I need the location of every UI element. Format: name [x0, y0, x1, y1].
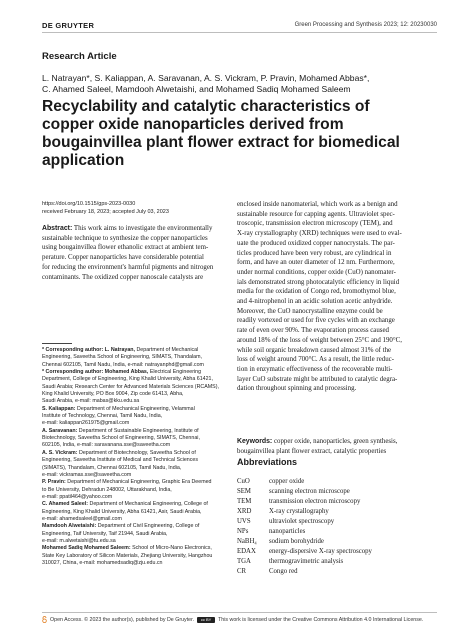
abstract-line: using bougainvillea flower ethanolic extract at ambient tem- [42, 244, 209, 252]
abstract-line: sustainable resource for capping agents. Ultraviolet spec- [237, 210, 395, 218]
footnote-text: Department of Mechanical Engineering, Graphic Era Deemed [65, 479, 212, 486]
abstract-line: ticles produced have been very robust, are cylindrical in [237, 249, 392, 257]
footnote-text: 602105, India, e-mail: saravanana.sse@saveetha.com [42, 442, 171, 449]
article-title [42, 98, 437, 170]
author-line: L. Natrayan*, S. Kaliappan, A. Saravanan, A. S. Vickram, P. Pravin, Mohamed Abbas*, [42, 73, 370, 83]
abbreviation-term: CuO [237, 478, 250, 485]
abbreviations-heading: Abbreviations [237, 457, 298, 467]
footnote-author: * Corresponding author: L. Natrayan, [42, 347, 135, 353]
abbreviation-row [237, 507, 372, 517]
abbreviation-definition: scanning electron microscope [269, 488, 350, 495]
abstract-line: enclosed inside nanomaterial, which work as a benign and [237, 201, 398, 208]
abbreviation-row [237, 487, 372, 497]
abstract-line: layer CuO substrate might be attributed to catalytic degra- [237, 375, 398, 383]
footnote-text: King Khalid University, PO Box 9004, Zip code 61413, Abha, [42, 391, 184, 398]
abstract-left [42, 224, 234, 282]
footnote-text: Engineering, Saveetha Institute of Medical and Technical Sciences [42, 457, 198, 464]
abstract-line: readily vortexed or used for five cycles with an exchange [237, 317, 395, 325]
abstract-line: X-ray crystallography (XRD) techniques were used to eval- [237, 230, 402, 238]
footnote-text: Department, College of Engineering, King Khalid University, Abha 61421, [42, 376, 213, 383]
abstract-line: perature. Copper nanoparticles have considerable potential [42, 254, 204, 262]
abstract-right [237, 200, 437, 394]
footnote-author: A. Saravanan: [42, 427, 78, 434]
footnote-text: e-mail: m.alwetaishi@tu.edu.sa [42, 537, 116, 544]
footnote-text: Saudi Arabia; Research Center for Advanced Materials Sciences (RCAMS), [42, 383, 219, 390]
abstract-line: form, and have an outer diameter of 12 nm. Furthermore, [237, 259, 395, 267]
cc-by-badge[interactable]: cc BY [197, 617, 215, 623]
received-accepted-dates: received February 18, 2023; accepted July 03, 2023 [42, 209, 169, 216]
abstract-line: sustainable technique to synthesize the copper nanoparticles [42, 234, 208, 242]
footnote-text: Department of Sustainable Engineering, Institute of [77, 427, 199, 434]
abbreviation-definition: energy-dispersive X-ray spectroscopy [269, 548, 372, 555]
abbreviation-row [237, 557, 372, 567]
footnote-text: Engineering, Saveetha School of Engineering, SIMATS, Thandalam, [42, 354, 202, 361]
keywords-line: copper oxide, nanoparticles, green synthesis, [272, 438, 398, 445]
abstract-line: troscopic, transmission electron microscopy (TEM), and [237, 220, 393, 228]
footnote-entry [42, 545, 234, 567]
footnote-entry [42, 369, 234, 406]
footnote-text: 310027, China, e-mail: mohamedsadiq@zju.edu.cn [42, 559, 163, 566]
abbreviation-term: XRD [237, 508, 252, 515]
title-line: Recyclability and catalytic characteristics of [42, 98, 370, 115]
footer-rule [42, 612, 437, 613]
abbreviation-term: UVS [237, 518, 251, 525]
footnote-text: e-mail: ahamedsaleel@gmail.com [42, 515, 122, 522]
abbreviation-definition: thermogravimetric analysis [269, 558, 344, 565]
abstract-line: uate the produced oxidized copper nanocrystals. The par- [237, 239, 395, 247]
author-line: C. Ahamed Saleel, Mamdooh Alwetaishi, and Mohamed Sadiq Mohamed Saleem [42, 84, 351, 94]
abbreviation-definition: X-ray crystallography [269, 508, 329, 515]
footnote-text: Chennai 602105, Tamil Nadu, India, e-mail: natrayanphd@gmail.com [42, 361, 204, 368]
abstract-line: for reducing the environment's harmful pigments and nitrogen [42, 263, 214, 271]
footnote-text: Department of Civil Engineering, College of [96, 523, 200, 530]
footnote-author: C. Ahamed Saleel: [42, 501, 89, 508]
title-line: bougainvillea plant flower extract for biomedical [42, 134, 400, 151]
title-line: application [42, 152, 125, 169]
footnote-author: P. Pravin: [42, 479, 66, 486]
footnote-text: Department of Mechanical Engineering, College of [88, 501, 208, 508]
footnote-text: Department of Mechanical [135, 347, 199, 353]
footnote-text: Electrical Engineering [148, 369, 202, 376]
abbreviation-row [237, 477, 372, 487]
footnote-text: (SIMATS), Thandalam, Chennai 602105, Tamil Nadu, India, [42, 464, 182, 471]
abbreviation-row [237, 497, 372, 507]
footnote-text: Department of Mechanical Engineering, Velammal [75, 405, 195, 412]
abbreviation-term: NPs [237, 528, 249, 535]
abbreviation-term: EDAX [237, 548, 256, 555]
footnote-entry [42, 406, 234, 428]
footnote-text: State Key Laboratory of Silicon Materials, Zhejiang University, Hangzhou [42, 552, 213, 559]
publisher-name: DE GRUYTER [42, 21, 95, 30]
license-footer [42, 616, 423, 623]
footnote-text: Biotechnology, Saveetha School of Engineering, SIMATS, Chennai, [42, 435, 200, 442]
article-type: Research Article [42, 51, 117, 62]
doi-link[interactable]: https://doi.org/10.1515/gps-2023-0030 [42, 201, 136, 207]
abbreviation-definition: Congo red [269, 568, 298, 575]
footnote-text: Institute of Technology, Chennai, Tamil Nadu, India, [42, 413, 163, 420]
footnote-author: A. S. Vickram: [42, 449, 78, 456]
footnote-author: Mohamed Sadiq Mohamed Saleem: [42, 545, 131, 552]
footnote-text: e-mail: kaliappan261975@gmail.com [42, 420, 130, 427]
keywords-label: Keywords: [237, 438, 273, 445]
abstract-line: contaminants. The oxidized copper nanoscale catalysts are [42, 273, 204, 281]
open-access-icon [42, 616, 47, 623]
abstract-line: while soil organic breakdown caused almost 31% of the [237, 346, 392, 354]
abstract-line: loss of weight around 700°C. As a result, the little reduc- [237, 356, 395, 364]
abbreviation-row [237, 517, 372, 527]
footnote-entry [42, 523, 234, 545]
abbreviations-table [237, 477, 372, 577]
abstract-line: Moreover, the CuO nanocrystalline enzyme could be [237, 307, 383, 315]
abbreviation-row [237, 547, 372, 557]
footnote-author: S. Kaliappan: [42, 405, 76, 412]
abbreviation-term: CR [237, 568, 247, 575]
footnote-entry [42, 347, 234, 369]
keywords-line: bougainvillea plant flower extract, catalytic properties [237, 447, 387, 455]
abbreviation-definition: sodium borohydride [269, 538, 324, 545]
abstract-line: dation throughout spinning and processing. [237, 385, 357, 393]
abstract-line: This work aims to investigate the environmentally [73, 225, 213, 232]
footnote-entry [42, 428, 234, 450]
footnote-text: to Be University, Dehradun 248002, Uttarakhand, India, [42, 486, 172, 493]
abbreviation-term: TGA [237, 558, 251, 565]
footnote-author: * Corresponding author: Mohamed Abbas, [42, 369, 149, 376]
footnote-text: Saudi Arabia, e-mail: mabas@kku.edu.sa [42, 398, 140, 405]
footnote-entry [42, 479, 234, 501]
abstract-label: Abstract: [42, 225, 73, 232]
abstract-line: ials demonstrated strong photocatalytic efficiency in liquid [237, 278, 400, 286]
footnote-rule [42, 343, 72, 344]
abbreviation-definition: nanoparticles [269, 528, 306, 535]
abbreviation-definition: transmission electron microscopy [269, 498, 361, 505]
abbreviation-row [237, 537, 372, 547]
author-list [42, 73, 437, 95]
abstract-line: under normal conditions, copper oxide (CuO) nanomater- [237, 268, 396, 276]
abstract-line: media for the oxidation of Congo red, bromothymol blue, [237, 288, 396, 296]
abbreviation-row [237, 527, 372, 537]
journal-citation: Green Processing and Synthesis 2023; 12: 20230030 [294, 22, 437, 28]
abbreviation-term: TEM [237, 498, 252, 505]
author-affiliations [42, 347, 234, 567]
footnote-text: Department of Biotechnology, Saveetha School of [77, 449, 196, 456]
abbreviation-row [237, 567, 372, 577]
abbreviation-term: NaBH₄ [237, 538, 257, 545]
footnote-text: e-mail: ppatil464@yahoo.com [42, 493, 113, 500]
footnote-author: Mamdooh Alwetaishi: [42, 523, 97, 530]
abbreviation-definition: ultraviolet spectroscopy [269, 518, 335, 525]
open-access-text: Open Access. © 2023 the author(s), published by De Gruyter. [50, 616, 195, 623]
abstract-line: tion in enzymatic effectiveness of the recoverable multi- [237, 365, 393, 373]
footnote-entry [42, 450, 234, 479]
footnote-text: School of Micro-Nano Electronics, [130, 545, 212, 552]
title-line: copper oxide nanoparticles derived from [42, 116, 344, 133]
footnote-text: Engineering, Taif University, Taif 21944, Saudi Arabia, [42, 530, 168, 537]
footnote-text: e-mail: vickramas.sse@saveetha.com [42, 471, 132, 478]
abstract-line: around 18% of the loss of weight between 25°C and 190°C, [237, 336, 402, 344]
abbreviation-definition: copper oxide [269, 478, 305, 485]
license-text: This work is licensed under the Creative Commons Attribution 4.0 International License. [218, 616, 424, 623]
article-meta [42, 200, 169, 216]
abbreviation-term: SEM [237, 488, 251, 495]
keywords [237, 437, 437, 456]
footnote-entry [42, 501, 234, 523]
footnote-text: Engineering, King Khalid University, Abha 61421, Asir, Saudi Arabia, [42, 508, 202, 515]
abstract-line: rate of even over 90%. The evaporation process caused [237, 327, 389, 335]
abstract-line: and 4-nitrophenol in an acidic solution acetic anhydride. [237, 298, 393, 306]
